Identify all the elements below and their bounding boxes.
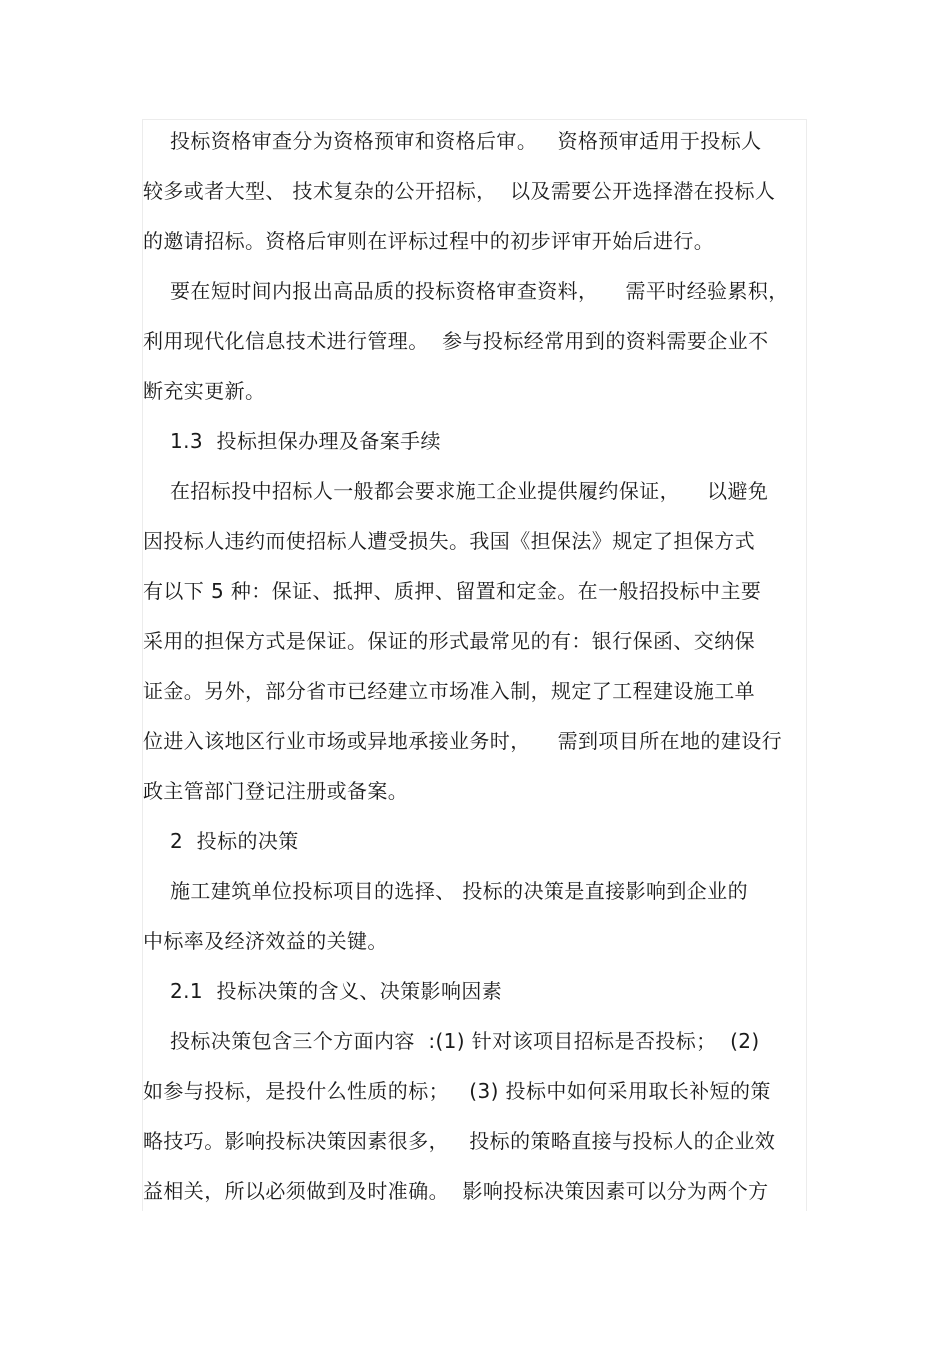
text-line: 利用现代化信息技术进行管理。 参与投标经常用到的资料需要企业不 [143,329,769,353]
text-line: 施工建筑单位投标项目的选择、 投标的决策是直接影响到企业的 [143,879,748,903]
text-line: 要在短时间内报出高品质的投标资格审查资料， 需平时经验累积， [143,279,789,303]
text-line: 位进入该地区行业市场或异地承接业务时， 需到项目所在地的建设行 [143,729,783,753]
text-line: 政主管部门登记注册或备案。 [143,779,409,803]
text-line: 如参与投标，是投什么性质的标； (3) 投标中如何采用取长补短的策 [143,1079,771,1103]
text-line: 略技巧。影响投标决策因素很多， 投标的策略直接与投标人的企业效 [143,1129,776,1153]
text-line: 断充实更新。 [143,379,266,403]
text-line: 的邀请招标。资格后审则在评标过程中的初步评审开始后进行。 [143,229,715,253]
text-line: 因投标人违约而使招标人遭受损失。我国《担保法》规定了担保方式 [143,529,755,553]
text-line: 有以下 5 种：保证、抵押、质押、留置和定金。在一般招投标中主要 [143,579,762,603]
text-line: 投标资格审查分为资格预审和资格后审。 资格预审适用于投标人 [143,129,762,153]
section-heading: 2.1 投标决策的含义、决策影响因素 [143,979,503,1003]
text-line: 益相关，所以必须做到及时准确。 影响投标决策因素可以分为两个方 [143,1179,769,1203]
text-line: 中标率及经济效益的关键。 [143,929,388,953]
section-heading: 1.3 投标担保办理及备案手续 [143,429,441,453]
text-line: 投标决策包含三个方面内容 :(1) 针对该项目招标是否投标； (2) [143,1029,760,1053]
text-line: 证金。另外，部分省市已经建立市场准入制，规定了工程建设施工单 [143,679,755,703]
text-line: 采用的担保方式是保证。保证的形式最常见的有：银行保函、交纳保 [143,629,755,653]
section-heading: 2 投标的决策 [143,829,299,853]
text-line: 在招标投中招标人一般都会要求施工企业提供履约保证， 以避免 [143,479,769,503]
text-line: 较多或者大型、 技术复杂的公开招标， 以及需要公开选择潜在投标人 [143,179,776,203]
